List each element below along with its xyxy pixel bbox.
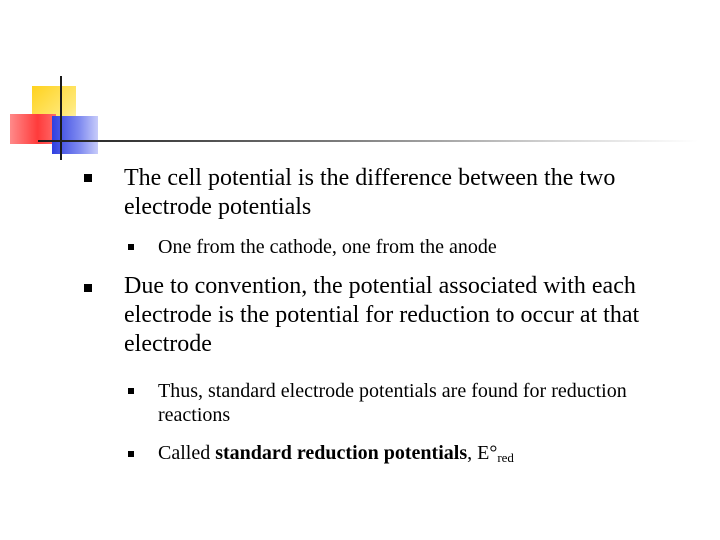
title-divider-line: [38, 140, 698, 142]
sub-bullet-2-2: [158, 441, 678, 470]
bullet-square-icon: [84, 284, 92, 292]
bullet-point-1: The cell potential is the difference between the two electrode potentials: [124, 165, 616, 220]
sub-bullet-2-2-suffix: , E°: [467, 442, 498, 464]
subscript-red: red: [497, 450, 514, 465]
decor-blue-square: [52, 116, 98, 154]
decor-vertical-line: [60, 76, 62, 160]
bullet-square-icon: [128, 244, 134, 250]
bullet-square-icon: [84, 174, 92, 182]
bullet-square-icon: [128, 388, 134, 394]
sub-bullet-1-1: One from the cathode, one from the anode: [158, 236, 497, 258]
sub-bullet-2-2-prefix: Called: [158, 442, 216, 464]
key-term: standard reduction potentials: [215, 442, 468, 464]
bullet-square-icon: [128, 451, 134, 457]
bullet-point-2: Due to convention, the potential associated with each electrode is the potential for reduction to occur at that electrode: [124, 273, 640, 357]
sub-bullet-2-1: Thus, standard electrode potentials are found for reduction reactions: [158, 380, 627, 426]
